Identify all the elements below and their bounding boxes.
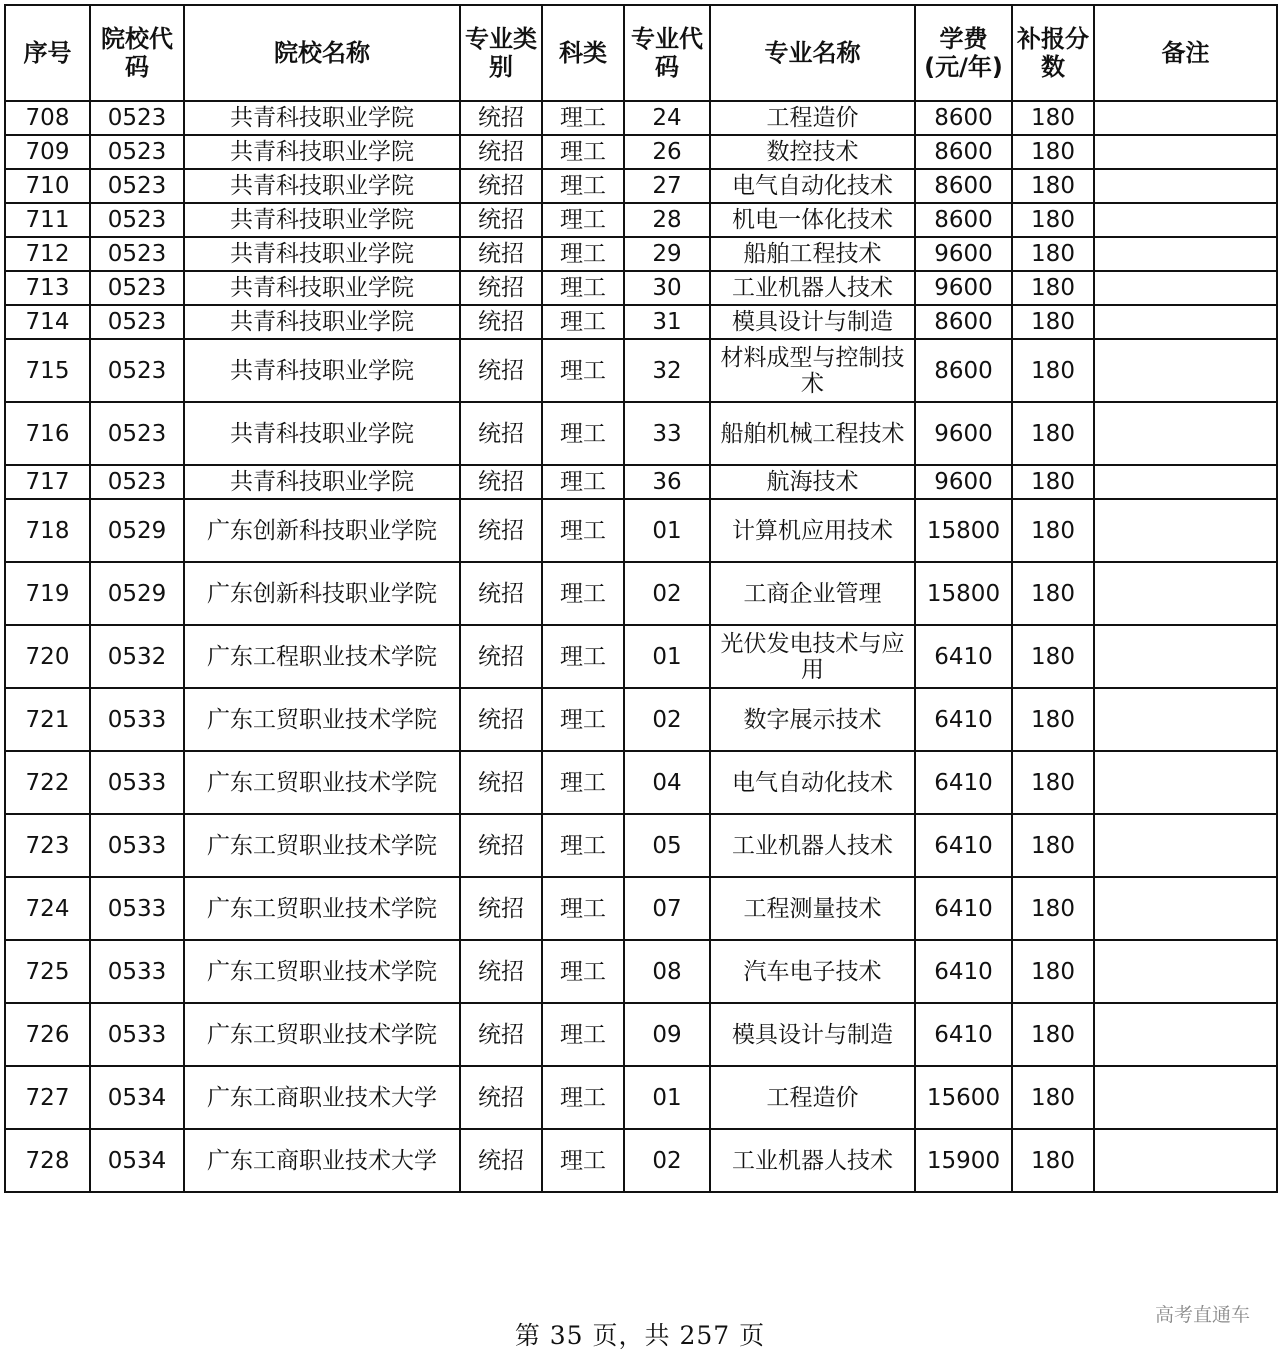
- cell-col-school-code: 0523: [90, 169, 184, 203]
- cell-col-major-code: 02: [624, 562, 710, 625]
- watermark-text: 高考直通车: [1154, 1304, 1250, 1326]
- cell-col-school-name: 共青科技职业学院: [184, 135, 460, 169]
- cell-col-major-code: 32: [624, 339, 710, 402]
- cell-col-major-name: 材料成型与控制技术: [710, 339, 915, 402]
- cell-col-major-code: 01: [624, 625, 710, 688]
- cell-col-category: 理工: [542, 1003, 624, 1066]
- header-col-remark: 备注: [1094, 5, 1277, 101]
- cell-col-school-name: 广东工商职业技术大学: [184, 1129, 460, 1192]
- cell-col-major-type: 统招: [460, 271, 542, 305]
- cell-col-major-type: 统招: [460, 751, 542, 814]
- cell-col-score: 180: [1012, 499, 1094, 562]
- cell-col-school-code: 0532: [90, 625, 184, 688]
- cell-col-major-name: 数控技术: [710, 135, 915, 169]
- cell-col-major-name: 模具设计与制造: [710, 305, 915, 339]
- cell-col-school-name: 广东工贸职业技术学院: [184, 751, 460, 814]
- cell-col-major-code: 02: [624, 1129, 710, 1192]
- cell-col-school-code: 0533: [90, 688, 184, 751]
- cell-col-seq: 717: [5, 465, 90, 499]
- cell-col-major-code: 36: [624, 465, 710, 499]
- cell-col-school-code: 0523: [90, 305, 184, 339]
- cell-col-seq: 708: [5, 101, 90, 135]
- table-row: [5, 1129, 1277, 1192]
- cell-col-tuition: 8600: [915, 135, 1012, 169]
- cell-col-major-type: 统招: [460, 814, 542, 877]
- cell-col-major-type: 统招: [460, 499, 542, 562]
- cell-col-school-code: 0523: [90, 465, 184, 499]
- admission-table: [4, 4, 1278, 1193]
- table-row: [5, 203, 1277, 237]
- cell-col-major-type: 统招: [460, 135, 542, 169]
- cell-col-major-name: 工程测量技术: [710, 877, 915, 940]
- header-col-seq: 序号: [5, 5, 90, 101]
- cell-col-score: 180: [1012, 305, 1094, 339]
- cell-col-school-name: 共青科技职业学院: [184, 101, 460, 135]
- cell-col-tuition: 9600: [915, 271, 1012, 305]
- cell-col-major-type: 统招: [460, 169, 542, 203]
- cell-col-major-code: 05: [624, 814, 710, 877]
- cell-col-school-name: 共青科技职业学院: [184, 169, 460, 203]
- cell-col-tuition: 6410: [915, 688, 1012, 751]
- cell-col-remark: [1094, 271, 1277, 305]
- cell-col-school-code: 0523: [90, 237, 184, 271]
- cell-col-category: 理工: [542, 169, 624, 203]
- cell-col-major-name: 工商企业管理: [710, 562, 915, 625]
- cell-col-seq: 724: [5, 877, 90, 940]
- cell-col-remark: [1094, 562, 1277, 625]
- cell-col-major-name: 工业机器人技术: [710, 1129, 915, 1192]
- cell-col-major-type: 统招: [460, 940, 542, 1003]
- table-row: [5, 625, 1277, 688]
- cell-col-school-name: 共青科技职业学院: [184, 237, 460, 271]
- cell-col-major-name: 模具设计与制造: [710, 1003, 915, 1066]
- header-col-major-name: 专业名称: [710, 5, 915, 101]
- cell-col-seq: 716: [5, 402, 90, 465]
- cell-col-remark: [1094, 101, 1277, 135]
- table-row: [5, 271, 1277, 305]
- cell-col-major-name: 电气自动化技术: [710, 751, 915, 814]
- cell-col-remark: [1094, 169, 1277, 203]
- header-col-major-type: 专业类别: [460, 5, 542, 101]
- cell-col-score: 180: [1012, 135, 1094, 169]
- table-row: [5, 940, 1277, 1003]
- cell-col-school-code: 0534: [90, 1129, 184, 1192]
- header-row: [5, 5, 1277, 101]
- table-row: [5, 402, 1277, 465]
- table-row: [5, 1066, 1277, 1129]
- cell-col-major-name: 船舶工程技术: [710, 237, 915, 271]
- cell-col-tuition: 6410: [915, 814, 1012, 877]
- cell-col-category: 理工: [542, 940, 624, 1003]
- cell-col-category: 理工: [542, 271, 624, 305]
- cell-col-category: 理工: [542, 339, 624, 402]
- cell-col-major-type: 统招: [460, 1129, 542, 1192]
- cell-col-seq: 711: [5, 203, 90, 237]
- cell-col-major-code: 07: [624, 877, 710, 940]
- cell-col-seq: 719: [5, 562, 90, 625]
- cell-col-category: 理工: [542, 203, 624, 237]
- cell-col-seq: 712: [5, 237, 90, 271]
- cell-col-remark: [1094, 305, 1277, 339]
- cell-col-tuition: 8600: [915, 305, 1012, 339]
- cell-col-seq: 714: [5, 305, 90, 339]
- cell-col-school-name: 广东工贸职业技术学院: [184, 877, 460, 940]
- cell-col-score: 180: [1012, 751, 1094, 814]
- cell-col-major-type: 统招: [460, 339, 542, 402]
- cell-col-school-name: 共青科技职业学院: [184, 305, 460, 339]
- cell-col-school-code: 0533: [90, 751, 184, 814]
- table-row: [5, 339, 1277, 402]
- table-row: [5, 562, 1277, 625]
- cell-col-remark: [1094, 814, 1277, 877]
- cell-col-score: 180: [1012, 169, 1094, 203]
- cell-col-major-name: 光伏发电技术与应用: [710, 625, 915, 688]
- cell-col-major-type: 统招: [460, 402, 542, 465]
- cell-col-score: 180: [1012, 339, 1094, 402]
- cell-col-school-code: 0529: [90, 562, 184, 625]
- cell-col-remark: [1094, 751, 1277, 814]
- cell-col-major-code: 26: [624, 135, 710, 169]
- table-body: [5, 101, 1277, 1192]
- cell-col-score: 180: [1012, 688, 1094, 751]
- cell-col-seq: 720: [5, 625, 90, 688]
- header-col-category: 科类: [542, 5, 624, 101]
- cell-col-major-name: 机电一体化技术: [710, 203, 915, 237]
- cell-col-seq: 722: [5, 751, 90, 814]
- cell-col-school-code: 0533: [90, 940, 184, 1003]
- cell-col-school-code: 0523: [90, 101, 184, 135]
- cell-col-category: 理工: [542, 237, 624, 271]
- cell-col-seq: 713: [5, 271, 90, 305]
- cell-col-major-code: 29: [624, 237, 710, 271]
- cell-col-seq: 715: [5, 339, 90, 402]
- cell-col-major-name: 工程造价: [710, 101, 915, 135]
- cell-col-school-name: 广东工贸职业技术学院: [184, 814, 460, 877]
- cell-col-school-code: 0533: [90, 877, 184, 940]
- cell-col-major-name: 汽车电子技术: [710, 940, 915, 1003]
- cell-col-school-name: 广东创新科技职业学院: [184, 562, 460, 625]
- cell-col-remark: [1094, 1066, 1277, 1129]
- cell-col-tuition: 8600: [915, 169, 1012, 203]
- table-row: [5, 305, 1277, 339]
- cell-col-school-name: 共青科技职业学院: [184, 402, 460, 465]
- cell-col-school-name: 广东工贸职业技术学院: [184, 688, 460, 751]
- cell-col-major-name: 航海技术: [710, 465, 915, 499]
- cell-col-seq: 726: [5, 1003, 90, 1066]
- cell-col-tuition: 9600: [915, 465, 1012, 499]
- cell-col-school-name: 广东工贸职业技术学院: [184, 940, 460, 1003]
- table-header: [5, 5, 1277, 101]
- cell-col-major-code: 01: [624, 499, 710, 562]
- cell-col-remark: [1094, 940, 1277, 1003]
- cell-col-school-code: 0523: [90, 203, 184, 237]
- cell-col-school-code: 0533: [90, 814, 184, 877]
- cell-col-remark: [1094, 1129, 1277, 1192]
- table-row: [5, 237, 1277, 271]
- table-row: [5, 499, 1277, 562]
- cell-col-major-code: 04: [624, 751, 710, 814]
- cell-col-category: 理工: [542, 562, 624, 625]
- cell-col-tuition: 8600: [915, 101, 1012, 135]
- cell-col-remark: [1094, 203, 1277, 237]
- cell-col-tuition: 6410: [915, 751, 1012, 814]
- cell-col-tuition: 6410: [915, 940, 1012, 1003]
- cell-col-seq: 727: [5, 1066, 90, 1129]
- cell-col-major-code: 09: [624, 1003, 710, 1066]
- cell-col-remark: [1094, 499, 1277, 562]
- cell-col-seq: 710: [5, 169, 90, 203]
- cell-col-category: 理工: [542, 305, 624, 339]
- cell-col-major-code: 24: [624, 101, 710, 135]
- cell-col-tuition: 8600: [915, 203, 1012, 237]
- cell-col-school-name: 共青科技职业学院: [184, 271, 460, 305]
- cell-col-school-code: 0523: [90, 339, 184, 402]
- cell-col-tuition: 9600: [915, 237, 1012, 271]
- cell-col-school-code: 0523: [90, 135, 184, 169]
- cell-col-school-code: 0533: [90, 1003, 184, 1066]
- cell-col-major-name: 工业机器人技术: [710, 814, 915, 877]
- cell-col-school-code: 0529: [90, 499, 184, 562]
- table-row: [5, 465, 1277, 499]
- header-col-major-code: 专业代码: [624, 5, 710, 101]
- cell-col-major-code: 01: [624, 1066, 710, 1129]
- cell-col-major-type: 统招: [460, 101, 542, 135]
- cell-col-school-code: 0523: [90, 402, 184, 465]
- cell-col-major-code: 30: [624, 271, 710, 305]
- cell-col-major-name: 船舶机械工程技术: [710, 402, 915, 465]
- cell-col-remark: [1094, 339, 1277, 402]
- cell-col-major-type: 统招: [460, 1066, 542, 1129]
- cell-col-score: 180: [1012, 465, 1094, 499]
- cell-col-tuition: 15800: [915, 562, 1012, 625]
- cell-col-seq: 721: [5, 688, 90, 751]
- cell-col-seq: 718: [5, 499, 90, 562]
- cell-col-major-code: 27: [624, 169, 710, 203]
- cell-col-major-name: 工程造价: [710, 1066, 915, 1129]
- cell-col-score: 180: [1012, 625, 1094, 688]
- cell-col-tuition: 6410: [915, 1003, 1012, 1066]
- cell-col-major-type: 统招: [460, 237, 542, 271]
- cell-col-remark: [1094, 1003, 1277, 1066]
- cell-col-category: 理工: [542, 499, 624, 562]
- cell-col-school-code: 0534: [90, 1066, 184, 1129]
- cell-col-remark: [1094, 625, 1277, 688]
- cell-col-major-type: 统招: [460, 688, 542, 751]
- cell-col-seq: 725: [5, 940, 90, 1003]
- cell-col-remark: [1094, 465, 1277, 499]
- cell-col-category: 理工: [542, 402, 624, 465]
- cell-col-major-name: 工业机器人技术: [710, 271, 915, 305]
- cell-col-remark: [1094, 877, 1277, 940]
- cell-col-remark: [1094, 402, 1277, 465]
- cell-col-major-code: 28: [624, 203, 710, 237]
- cell-col-remark: [1094, 135, 1277, 169]
- cell-col-score: 180: [1012, 1129, 1094, 1192]
- cell-col-major-type: 统招: [460, 305, 542, 339]
- cell-col-score: 180: [1012, 940, 1094, 1003]
- cell-col-score: 180: [1012, 402, 1094, 465]
- table-row: [5, 688, 1277, 751]
- cell-col-tuition: 15800: [915, 499, 1012, 562]
- cell-col-tuition: 15600: [915, 1066, 1012, 1129]
- table-row: [5, 169, 1277, 203]
- page-number: 第 35 页，共 257 页: [514, 1321, 766, 1350]
- table-row: [5, 814, 1277, 877]
- cell-col-category: 理工: [542, 101, 624, 135]
- cell-col-category: 理工: [542, 465, 624, 499]
- table-row: [5, 1003, 1277, 1066]
- cell-col-major-type: 统招: [460, 203, 542, 237]
- cell-col-major-type: 统招: [460, 1003, 542, 1066]
- cell-col-seq: 709: [5, 135, 90, 169]
- cell-col-remark: [1094, 688, 1277, 751]
- table-row: [5, 751, 1277, 814]
- cell-col-seq: 723: [5, 814, 90, 877]
- cell-col-tuition: 6410: [915, 877, 1012, 940]
- cell-col-school-name: 共青科技职业学院: [184, 465, 460, 499]
- table-row: [5, 877, 1277, 940]
- cell-col-school-name: 广东工商职业技术大学: [184, 1066, 460, 1129]
- header-col-school-name: 院校名称: [184, 5, 460, 101]
- cell-col-tuition: 6410: [915, 625, 1012, 688]
- header-col-school-code: 院校代码: [90, 5, 184, 101]
- cell-col-seq: 728: [5, 1129, 90, 1192]
- cell-col-score: 180: [1012, 237, 1094, 271]
- cell-col-remark: [1094, 237, 1277, 271]
- cell-col-school-name: 广东创新科技职业学院: [184, 499, 460, 562]
- cell-col-category: 理工: [542, 688, 624, 751]
- cell-col-tuition: 9600: [915, 402, 1012, 465]
- cell-col-category: 理工: [542, 625, 624, 688]
- table-row: [5, 101, 1277, 135]
- cell-col-category: 理工: [542, 751, 624, 814]
- table-row: [5, 135, 1277, 169]
- cell-col-score: 180: [1012, 1003, 1094, 1066]
- cell-col-major-code: 02: [624, 688, 710, 751]
- cell-col-score: 180: [1012, 877, 1094, 940]
- cell-col-major-name: 计算机应用技术: [710, 499, 915, 562]
- cell-col-major-code: 08: [624, 940, 710, 1003]
- header-col-score: 补报分数: [1012, 5, 1094, 101]
- cell-col-major-code: 33: [624, 402, 710, 465]
- cell-col-major-code: 31: [624, 305, 710, 339]
- cell-col-school-name: 共青科技职业学院: [184, 339, 460, 402]
- cell-col-score: 180: [1012, 101, 1094, 135]
- cell-col-score: 180: [1012, 814, 1094, 877]
- cell-col-score: 180: [1012, 271, 1094, 305]
- cell-col-major-type: 统招: [460, 877, 542, 940]
- cell-col-major-name: 电气自动化技术: [710, 169, 915, 203]
- cell-col-category: 理工: [542, 877, 624, 940]
- cell-col-major-type: 统招: [460, 562, 542, 625]
- cell-col-school-name: 广东工程职业技术学院: [184, 625, 460, 688]
- cell-col-major-name: 数字展示技术: [710, 688, 915, 751]
- cell-col-category: 理工: [542, 1066, 624, 1129]
- cell-col-tuition: 15900: [915, 1129, 1012, 1192]
- cell-col-school-name: 共青科技职业学院: [184, 203, 460, 237]
- cell-col-major-type: 统招: [460, 465, 542, 499]
- header-col-tuition: 学费(元/年): [915, 5, 1012, 101]
- cell-col-school-code: 0523: [90, 271, 184, 305]
- cell-col-tuition: 8600: [915, 339, 1012, 402]
- cell-col-category: 理工: [542, 135, 624, 169]
- cell-col-score: 180: [1012, 1066, 1094, 1129]
- cell-col-category: 理工: [542, 814, 624, 877]
- cell-col-school-name: 广东工贸职业技术学院: [184, 1003, 460, 1066]
- cell-col-score: 180: [1012, 203, 1094, 237]
- cell-col-score: 180: [1012, 562, 1094, 625]
- cell-col-major-type: 统招: [460, 625, 542, 688]
- cell-col-category: 理工: [542, 1129, 624, 1192]
